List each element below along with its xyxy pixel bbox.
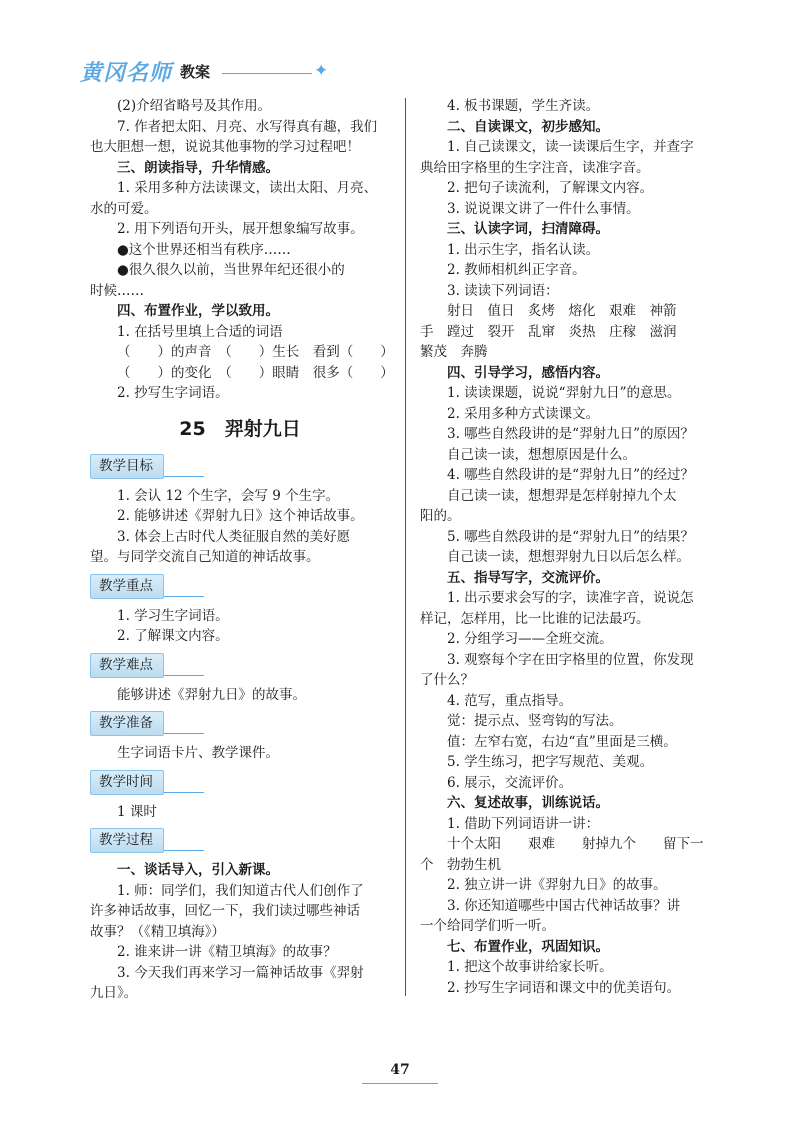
left-column — [90, 96, 394, 1004]
text-line: 了什么？ — [420, 672, 474, 688]
text-line: 2. 独立讲一讲《羿射九日》的故事。 — [447, 877, 667, 893]
text-line: 3. 读读下列词语： — [447, 282, 559, 299]
text-line: 也大胆想一想，说说其他事物的学习过程吧！ — [90, 139, 360, 155]
bullet-item: ●很久很久以前，当世界年纪还很小的 — [117, 262, 345, 278]
text-line: 2. 分组学习——全班交流。 — [447, 631, 613, 647]
section-label: 教学难点 — [90, 653, 164, 678]
text-line: 2. 把句子读流利，了解课文内容。 — [447, 180, 654, 196]
text-line: 6. 展示，交流评价。 — [447, 774, 573, 791]
text-line: 1. 采用多种方法读课文，读出太阳、月亮、 — [117, 180, 378, 196]
fill-blank-line: （ ）的声音 （ ）生长 看到（ ） — [117, 344, 394, 360]
column-divider — [405, 98, 406, 996]
text-line: 4. 板书课题，学生齐读。 — [447, 98, 600, 114]
word-list: 个 勃勃生机 — [420, 856, 501, 873]
text-line: 2. 抄写生字词语和课文中的优美语句。 — [447, 979, 681, 996]
text-line: 1. 借助下列词语讲一讲： — [447, 815, 600, 832]
text-line: 一个给同学们听一听。 — [420, 918, 555, 934]
text-line: 3. 体会上古时代人类征服自然的美好愿 — [117, 528, 351, 545]
star-icon: ✦ — [314, 61, 329, 81]
page-number-rule — [362, 1083, 438, 1084]
section-label: 教学目标 — [90, 454, 164, 479]
section-key-points — [90, 574, 390, 600]
text-line: 5. 学生练习，把字写规范、美观。 — [447, 754, 654, 770]
text-line: 觉：提示点、竖弯钩的写法。 — [447, 713, 623, 729]
text-line: 1. 在括号里填上合适的词语 — [117, 323, 283, 340]
text-line: 值：左窄右宽，右边“直”里面是三横。 — [447, 733, 677, 750]
section-label: 教学过程 — [90, 828, 164, 853]
section-process — [90, 828, 390, 854]
text-line: 望。与同学交流自己知道的神话故事。 — [90, 549, 320, 565]
text-line: 1. 学习生字词语。 — [117, 607, 229, 624]
section-preparation — [90, 711, 390, 737]
text-line: 故事？（《精卫填海》） — [90, 923, 225, 940]
text-line: 2. 采用多种方式读课文。 — [447, 405, 600, 422]
section-label: 教学重点 — [90, 574, 164, 599]
text-line: 3. 哪些自然段讲的是“羿射九日”的原因？ — [447, 426, 694, 442]
text-line: 2. 了解课文内容。 — [117, 628, 229, 644]
section-objectives — [90, 454, 390, 480]
text-line: 许多神话故事，回忆一下，我们读过哪些神话 — [90, 903, 360, 919]
text-line: 3. 你还知道哪些中国古代神话故事？讲 — [447, 897, 681, 914]
text-line: 4. 哪些自然段讲的是“羿射九日”的经过？ — [447, 467, 694, 483]
page-header — [80, 56, 340, 86]
section-label: 教学准备 — [90, 711, 164, 736]
section-heading: 四、引导学习，感悟内容。 — [447, 364, 609, 381]
text-line: 1. 会认 12 个生字，会写 9 个生字。 — [117, 487, 340, 504]
text-line: 2. 抄写生字词语。 — [117, 385, 229, 401]
section-label: 教学时间 — [90, 770, 164, 795]
text-line: 3. 今天我们再来学习一篇神话故事《羿射 — [117, 964, 364, 981]
text-line: 7. 作者把太阳、月亮、水写得真有趣，我们 — [117, 118, 378, 135]
right-column — [420, 96, 730, 998]
fill-blank-line: （ ）的变化 （ ）眼睛 很多（ ） — [117, 364, 394, 381]
word-list: 十个太阳 艰难 射掉九个 留下一 — [447, 836, 704, 852]
section-difficulties — [90, 653, 390, 679]
text-line: 1 课时 — [117, 803, 157, 820]
text-line: 2. 教师相机纠正字音。 — [447, 262, 586, 278]
text-line: 3. 观察每个字在田字格里的位置，你发现 — [447, 651, 694, 668]
brand-subtitle: 教案 — [180, 63, 211, 81]
text-line: 1. 读读课题，说说“羿射九日”的意思。 — [447, 385, 681, 401]
lesson-title: 25 羿射九日 — [179, 417, 301, 440]
text-line: 典给田字格里的生字注音，读准字音。 — [420, 159, 650, 176]
text-line: (2)介绍省略号及其作用。 — [117, 98, 272, 114]
text-line: 样记，怎样用，比一比谁的记法最巧。 — [420, 610, 650, 627]
section-time — [90, 770, 390, 796]
text-line: 自己读一读，想想原因是什么。 — [447, 446, 636, 463]
section-heading: 七、布置作业，巩固知识。 — [447, 938, 609, 955]
header-rule — [222, 73, 312, 74]
text-line: 2. 用下列语句开头，展开想象编写故事。 — [117, 221, 364, 237]
section-heading: 一、谈话导入，引入新课。 — [117, 862, 279, 878]
word-list: 繁茂 奔腾 — [420, 344, 488, 360]
text-line: 自己读一读，想想羿是怎样射掉九个太 — [447, 487, 677, 504]
text-line: 1. 出示要求会写的字，读准字音，说说怎 — [447, 590, 694, 606]
text-line: 生字词语卡片、教学课件。 — [117, 745, 279, 761]
text-line: 时候…… — [90, 282, 144, 299]
text-line: 1. 把这个故事讲给家长听。 — [447, 959, 613, 975]
text-line: 1. 自己读课文，读一读课后生字，并查字 — [447, 139, 694, 155]
section-heading: 二、自读课文，初步感知。 — [447, 118, 609, 135]
text-line: 2. 能够讲述《羿射九日》这个神话故事。 — [117, 508, 364, 524]
text-line: 水的可爱。 — [90, 200, 158, 217]
text-line: 1. 师：同学们，我们知道古代人们创作了 — [117, 882, 364, 899]
text-line: 2. 谁来讲一讲《精卫填海》的故事？ — [117, 944, 337, 960]
section-heading: 四、布置作业，学以致用。 — [117, 303, 279, 319]
text-line: 能够讲述《羿射九日》的故事。 — [117, 686, 306, 703]
page-number: 47 — [390, 1062, 410, 1078]
section-heading: 六、复述故事，训练说话。 — [447, 795, 609, 811]
text-line: 3. 说说课文讲了一件什么事情。 — [447, 200, 640, 217]
section-heading: 三、朗读指导，升华情感。 — [117, 159, 279, 176]
text-line: 5. 哪些自然段讲的是“羿射九日”的结果？ — [447, 528, 694, 545]
text-line: 阳的。 — [420, 508, 461, 524]
section-heading: 五、指导写字，交流评价。 — [447, 569, 609, 586]
word-list: 手 蹚过 裂开 乱窜 炎热 庄稼 滋润 — [420, 323, 677, 340]
text-line: 1. 出示生字，指名认读。 — [447, 241, 600, 258]
brand-logo: 黄冈名师 — [80, 61, 173, 86]
section-heading: 三、认读字词，扫清障碍。 — [447, 221, 609, 237]
word-list: 射日 值日 炙烤 熔化 艰难 神箭 — [447, 303, 677, 319]
bullet-item: ●这个世界还相当有秩序…… — [117, 241, 291, 258]
text-line: 4. 范写，重点指导。 — [447, 692, 573, 709]
text-line: 自己读一读，想想羿射九日以后怎么样。 — [447, 549, 690, 565]
text-line: 九日》。 — [90, 985, 138, 1001]
